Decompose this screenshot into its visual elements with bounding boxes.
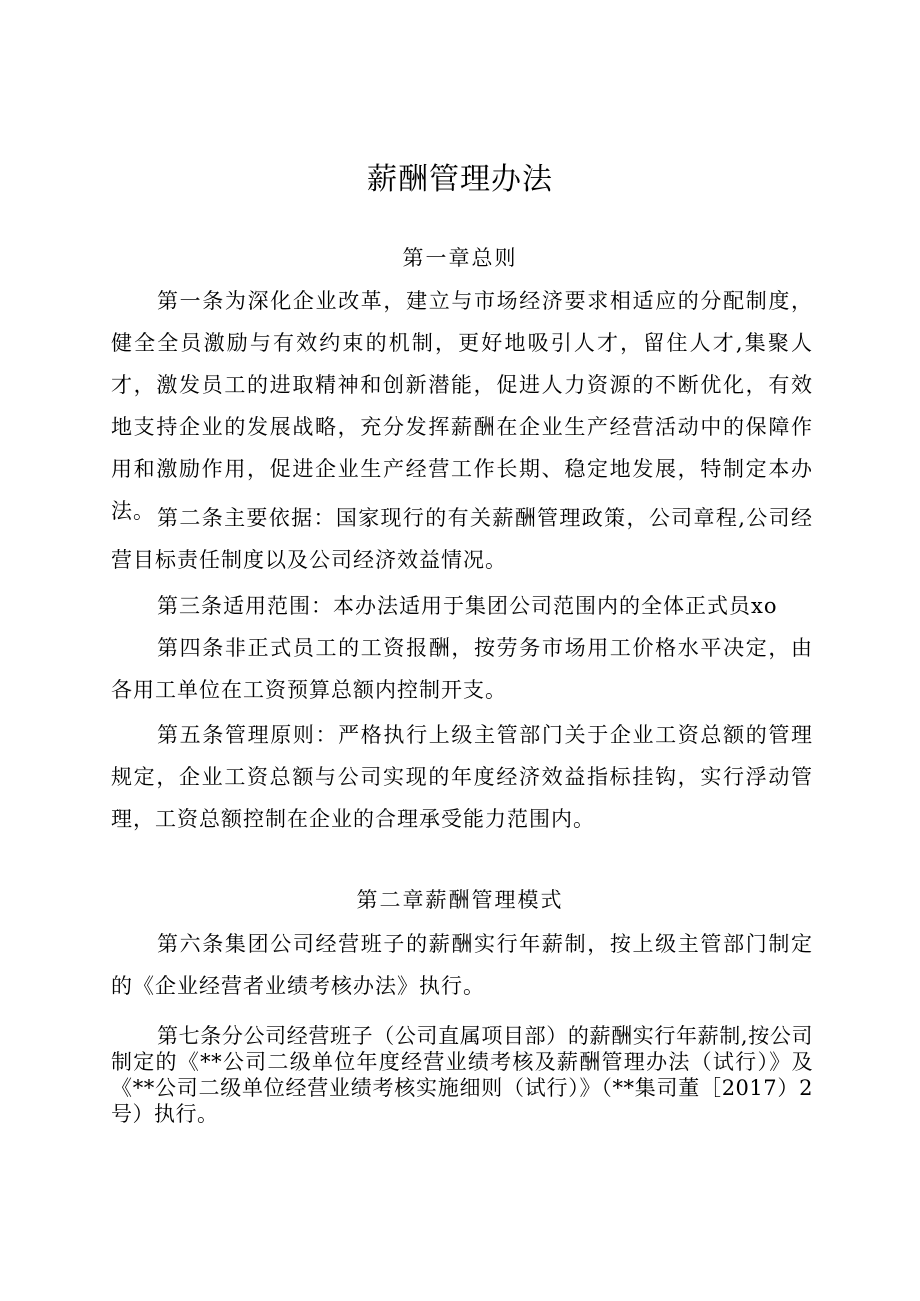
article-1: 第一条为深化企业改革，建立与市场经济要求相适应的分配制度，健全全员激励与有效约束的机制，更好地吸引人才，留住人才,集聚人才，激发员工的进取精神和创新潜能，促进人力资源的不断优化，有效地支持企业的发展战略，充分发挥薪酬在企业生产经营活动中的保障作用和激励作用，促进企业生产经营工作长期、稳定地发展，特制定本办法。	[111, 289, 813, 523]
article-5: 第五条管理原则：严格执行上级主管部门关于企业工资总额的管理规定，企业工资总额与公司实现的年度经济效益指标挂钩，实行浮动管理，工资总额控制在企业的合理承受能力范围内。	[111, 723, 813, 831]
article-4: 第四条非正式员工的工资报酬，按劳务市场用工价格水平决定，由各用工单位在工资预算总额内控制开支。	[111, 636, 813, 702]
chapter-heading-1: 第一章总则	[402, 246, 518, 270]
article-6: 第六条集团公司经营班子的薪酬实行年薪制，按上级主管部门制定的《企业经营者业绩考核办法》执行。	[111, 932, 813, 998]
document-title: 薪酬管理办法	[367, 162, 553, 197]
article-3: 第三条适用范围：本办法适用于集团公司范围内的全体正式员xo	[157, 594, 778, 618]
article-2: 第二条主要依据：国家现行的有关薪酬管理政策，公司章程,公司经营目标责任制度以及公司经济效益情况。	[111, 506, 813, 572]
article-7: 第七条分公司经营班子（公司直属项目部）的薪酬实行年薪制,按公司制定的《**公司二级单位年度经营业绩考核及薪酬管理办法（试行）》及《**公司二级单位经营业绩考核实施细则（试行）》（**集司董［2017）2号）执行。	[111, 1024, 813, 1126]
chapter-heading-2: 第二章薪酬管理模式	[356, 888, 564, 912]
